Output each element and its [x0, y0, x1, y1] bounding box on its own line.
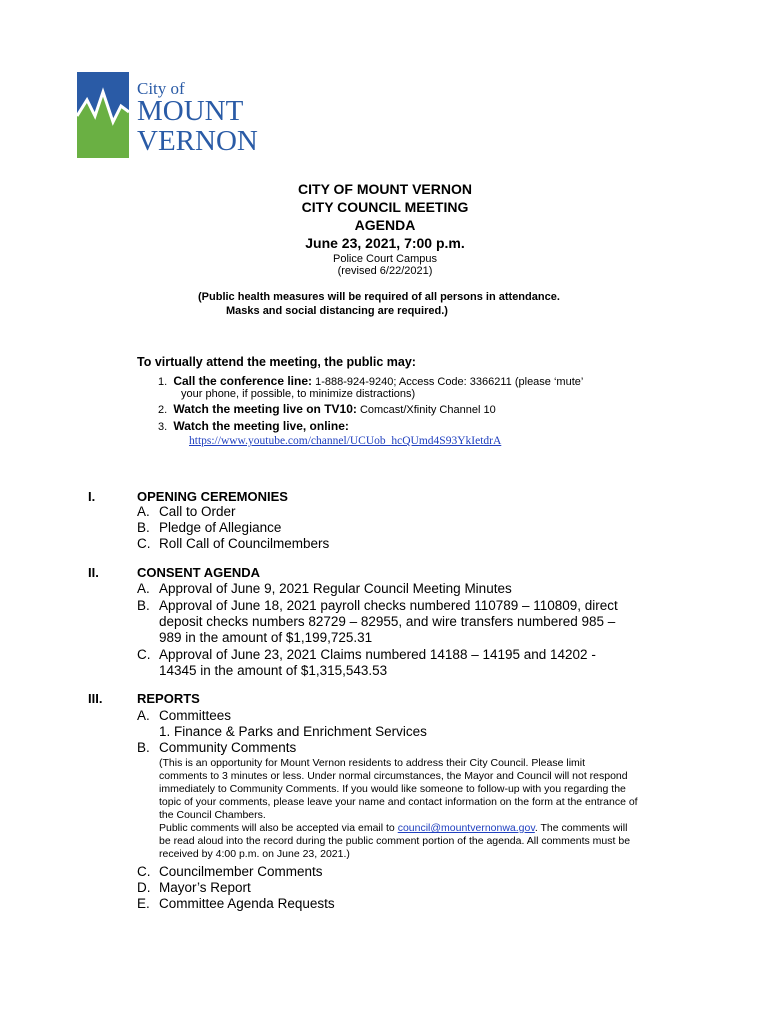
virtual-lead: To virtually attend the meeting, the public may:: [137, 355, 416, 369]
section-i-numeral: I.: [88, 489, 96, 504]
section-ii-title: CONSENT AGENDA: [137, 565, 261, 580]
section-iii-item-c: C. Councilmember Comments: [137, 864, 323, 879]
revised-date: (revised 6/22/2021): [337, 265, 433, 277]
council-email-link[interactable]: council@mountvernonwa.gov: [397, 822, 535, 834]
virtual-item-2: 2. Watch the meeting live on TV10: Comcast/Xfinity Channel 10: [158, 402, 496, 416]
notice-line-1: (Public health measures will be required of all persons in attendance.: [198, 291, 560, 303]
section-ii-item-a: A. Approval of June 9, 2021 Regular Council Meeting Minutes: [137, 581, 512, 596]
section-i-item-a: A. Call to Order: [137, 504, 236, 519]
section-i-title: OPENING CEREMONIES: [137, 489, 288, 504]
section-ii-item-b-line3: 989 in the amount of $1,199,725.31: [159, 630, 373, 645]
section-i-item-c: C. Roll Call of Councilmembers: [137, 536, 330, 551]
section-iii-item-e: E. Committee Agenda Requests: [137, 896, 335, 911]
section-ii-item-b-line2: deposit checks numbers 82729 – 82955, and wire transfers numbered 985 –: [159, 614, 616, 629]
notice-line-2: Masks and social distancing are required.): [226, 305, 448, 317]
section-ii-item-c-line2: 14345 in the amount of $1,315,543.53: [159, 663, 388, 678]
section-iii-item-d: D. Mayor’s Report: [137, 880, 251, 895]
city-logo: [77, 72, 287, 158]
section-ii-item-c: C. Approval of June 23, 2021 Claims numbered 14188 – 14195 and 14202 -: [137, 647, 596, 662]
section-iii-item-a: A. Committees: [137, 708, 232, 723]
logo-city-of: City of: [137, 79, 185, 98]
section-iii-title: REPORTS: [137, 691, 200, 706]
section-iii-item-a-sub: 1. Finance & Parks and Enrichment Services: [159, 724, 427, 739]
virtual-item-3: 3. Watch the meeting live, online:: [158, 419, 349, 433]
logo-mount: MOUNT: [137, 95, 244, 127]
virtual-item-1: 1. Call the conference line: 1-888-924-9240; Access Code: 3366211 (please ‘mute’: [158, 374, 584, 388]
meeting-location: Police Court Campus: [333, 253, 437, 265]
title-line-3: AGENDA: [354, 217, 416, 233]
section-iii-item-b: B. Community Comments: [137, 740, 297, 755]
meeting-date: June 23, 2021, 7:00 p.m.: [305, 235, 465, 251]
youtube-link[interactable]: https://www.youtube.com/channel/UCUob_hcQUmd4S93YkIetdrA: [189, 435, 502, 447]
virtual-item-1-cont: your phone, if possible, to minimize distractions): [181, 388, 416, 400]
section-i-item-b: B. Pledge of Allegiance: [137, 520, 282, 535]
community-comments-note: (This is an opportunity for Mount Vernon residents to address their City Council. Please limit comments to 3 minutes or less. Under normal circumstances, the Mayor and Council will not respond immediately to Community Comments. If you would like someone to follow-up with you regarding the topic of your comments, please leave your name and contact information on the form at the entrance of the Council Chambers. Public comments will also be accepted via email to council@mountvernonwa.gov. The comments will be read aloud into the record during the public comment portion of the agenda. All comments must be received by 4:00 p.m. on June 23, 2021.): [159, 757, 638, 860]
title-line-1: CITY OF MOUNT VERNON: [298, 181, 472, 197]
title-line-2: CITY COUNCIL MEETING: [301, 199, 469, 215]
logo-vernon: VERNON: [137, 125, 258, 157]
section-iii-numeral: III.: [88, 691, 103, 706]
section-ii-item-b: B. Approval of June 18, 2021 payroll checks numbered 110789 – 110809, direct: [137, 598, 618, 613]
section-ii-numeral: II.: [88, 565, 99, 580]
